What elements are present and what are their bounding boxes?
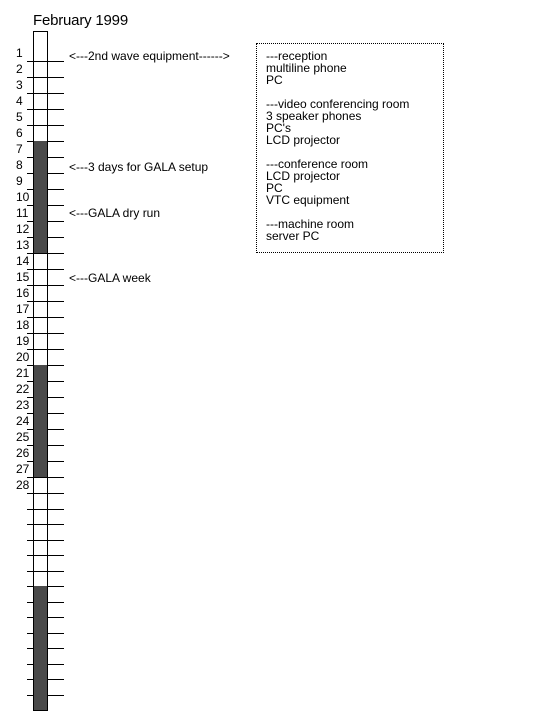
day-cell-shaded	[33, 205, 47, 221]
day-cell-shaded	[33, 445, 47, 461]
day-cell-shaded	[33, 695, 47, 711]
day-label: 18	[16, 318, 30, 332]
day-cell-shaded	[33, 664, 47, 680]
day-cell-shaded	[33, 173, 47, 189]
equipment-item: PC	[266, 73, 283, 87]
equipment-item: 3 speaker phones	[266, 109, 362, 123]
equipment-item: LCD projector	[266, 169, 341, 183]
day-label: 10	[16, 190, 30, 204]
day-label: 16	[16, 286, 30, 300]
equipment-item: PC	[266, 181, 283, 195]
equipment-group-machine-room	[266, 218, 354, 242]
day-label: 2	[16, 62, 23, 76]
equipment-group-video-conferencing-room	[266, 98, 409, 146]
day-label: 24	[16, 414, 30, 428]
day-label: 25	[16, 430, 30, 444]
day-label: 22	[16, 382, 30, 396]
day-label: 12	[16, 222, 30, 236]
day-label: 13	[16, 238, 30, 252]
day-label: 4	[16, 94, 23, 108]
day-label: 1	[16, 46, 23, 60]
equipment-item: multiline phone	[266, 61, 347, 75]
day-cell-shaded	[33, 141, 47, 157]
annotation-gala-setup: <---3 days for GALA setup	[69, 160, 209, 174]
day-cell-shaded	[33, 413, 47, 429]
annotation-gala-week: <---GALA week	[69, 271, 151, 285]
equipment-item: server PC	[266, 229, 320, 243]
day-cell-shaded	[33, 221, 47, 237]
day-label: 28	[16, 478, 30, 492]
day-cell-shaded	[33, 237, 47, 253]
day-label: 15	[16, 270, 30, 284]
day-label: 14	[16, 254, 30, 268]
day-label: 19	[16, 334, 30, 348]
calendar-title: February 1999	[33, 12, 128, 29]
day-cell-shaded	[33, 648, 47, 664]
annotation-equipment: <---2nd wave equipment------>	[69, 49, 230, 63]
day-cell-shaded	[33, 461, 47, 477]
day-label: 3	[16, 78, 23, 92]
day-label: 23	[16, 398, 30, 412]
equipment-item: LCD projector	[266, 133, 341, 147]
day-cell-shaded	[33, 381, 47, 397]
equipment-group-header: ---video conferencing room	[266, 97, 410, 111]
equipment-group-header: ---machine room	[266, 217, 355, 231]
equipment-item: VTC equipment	[266, 193, 350, 207]
day-cell-shaded	[33, 602, 47, 618]
day-cell-shaded	[33, 365, 47, 381]
day-cell-shaded	[33, 586, 47, 602]
day-label: 27	[16, 462, 30, 476]
day-label: 5	[16, 110, 23, 124]
day-cell-shaded	[33, 679, 47, 695]
day-label: 21	[16, 366, 30, 380]
day-label: 8	[16, 158, 23, 172]
day-label: 11	[16, 206, 29, 220]
equipment-group-header: ---reception	[266, 49, 328, 63]
day-label: 20	[16, 350, 30, 364]
day-cell-shaded	[33, 189, 47, 205]
equipment-list-box	[256, 43, 444, 253]
equipment-group-reception	[266, 50, 347, 86]
day-cell-shaded	[33, 617, 47, 633]
day-label: 9	[16, 174, 23, 188]
day-cell-shaded	[33, 429, 47, 445]
day-label: 17	[16, 302, 30, 316]
day-cell-shaded	[33, 633, 47, 649]
day-label: 6	[16, 126, 23, 140]
equipment-item: PC's	[266, 121, 291, 135]
day-cell-shaded	[33, 397, 47, 413]
equipment-group-header: ---conference room	[266, 157, 369, 171]
day-label: 7	[16, 142, 23, 156]
day-label: 26	[16, 446, 30, 460]
day-cell-shaded	[33, 157, 47, 173]
annotation-gala-dry-run: <---GALA dry run	[69, 206, 161, 220]
equipment-group-conference-room	[266, 158, 368, 206]
